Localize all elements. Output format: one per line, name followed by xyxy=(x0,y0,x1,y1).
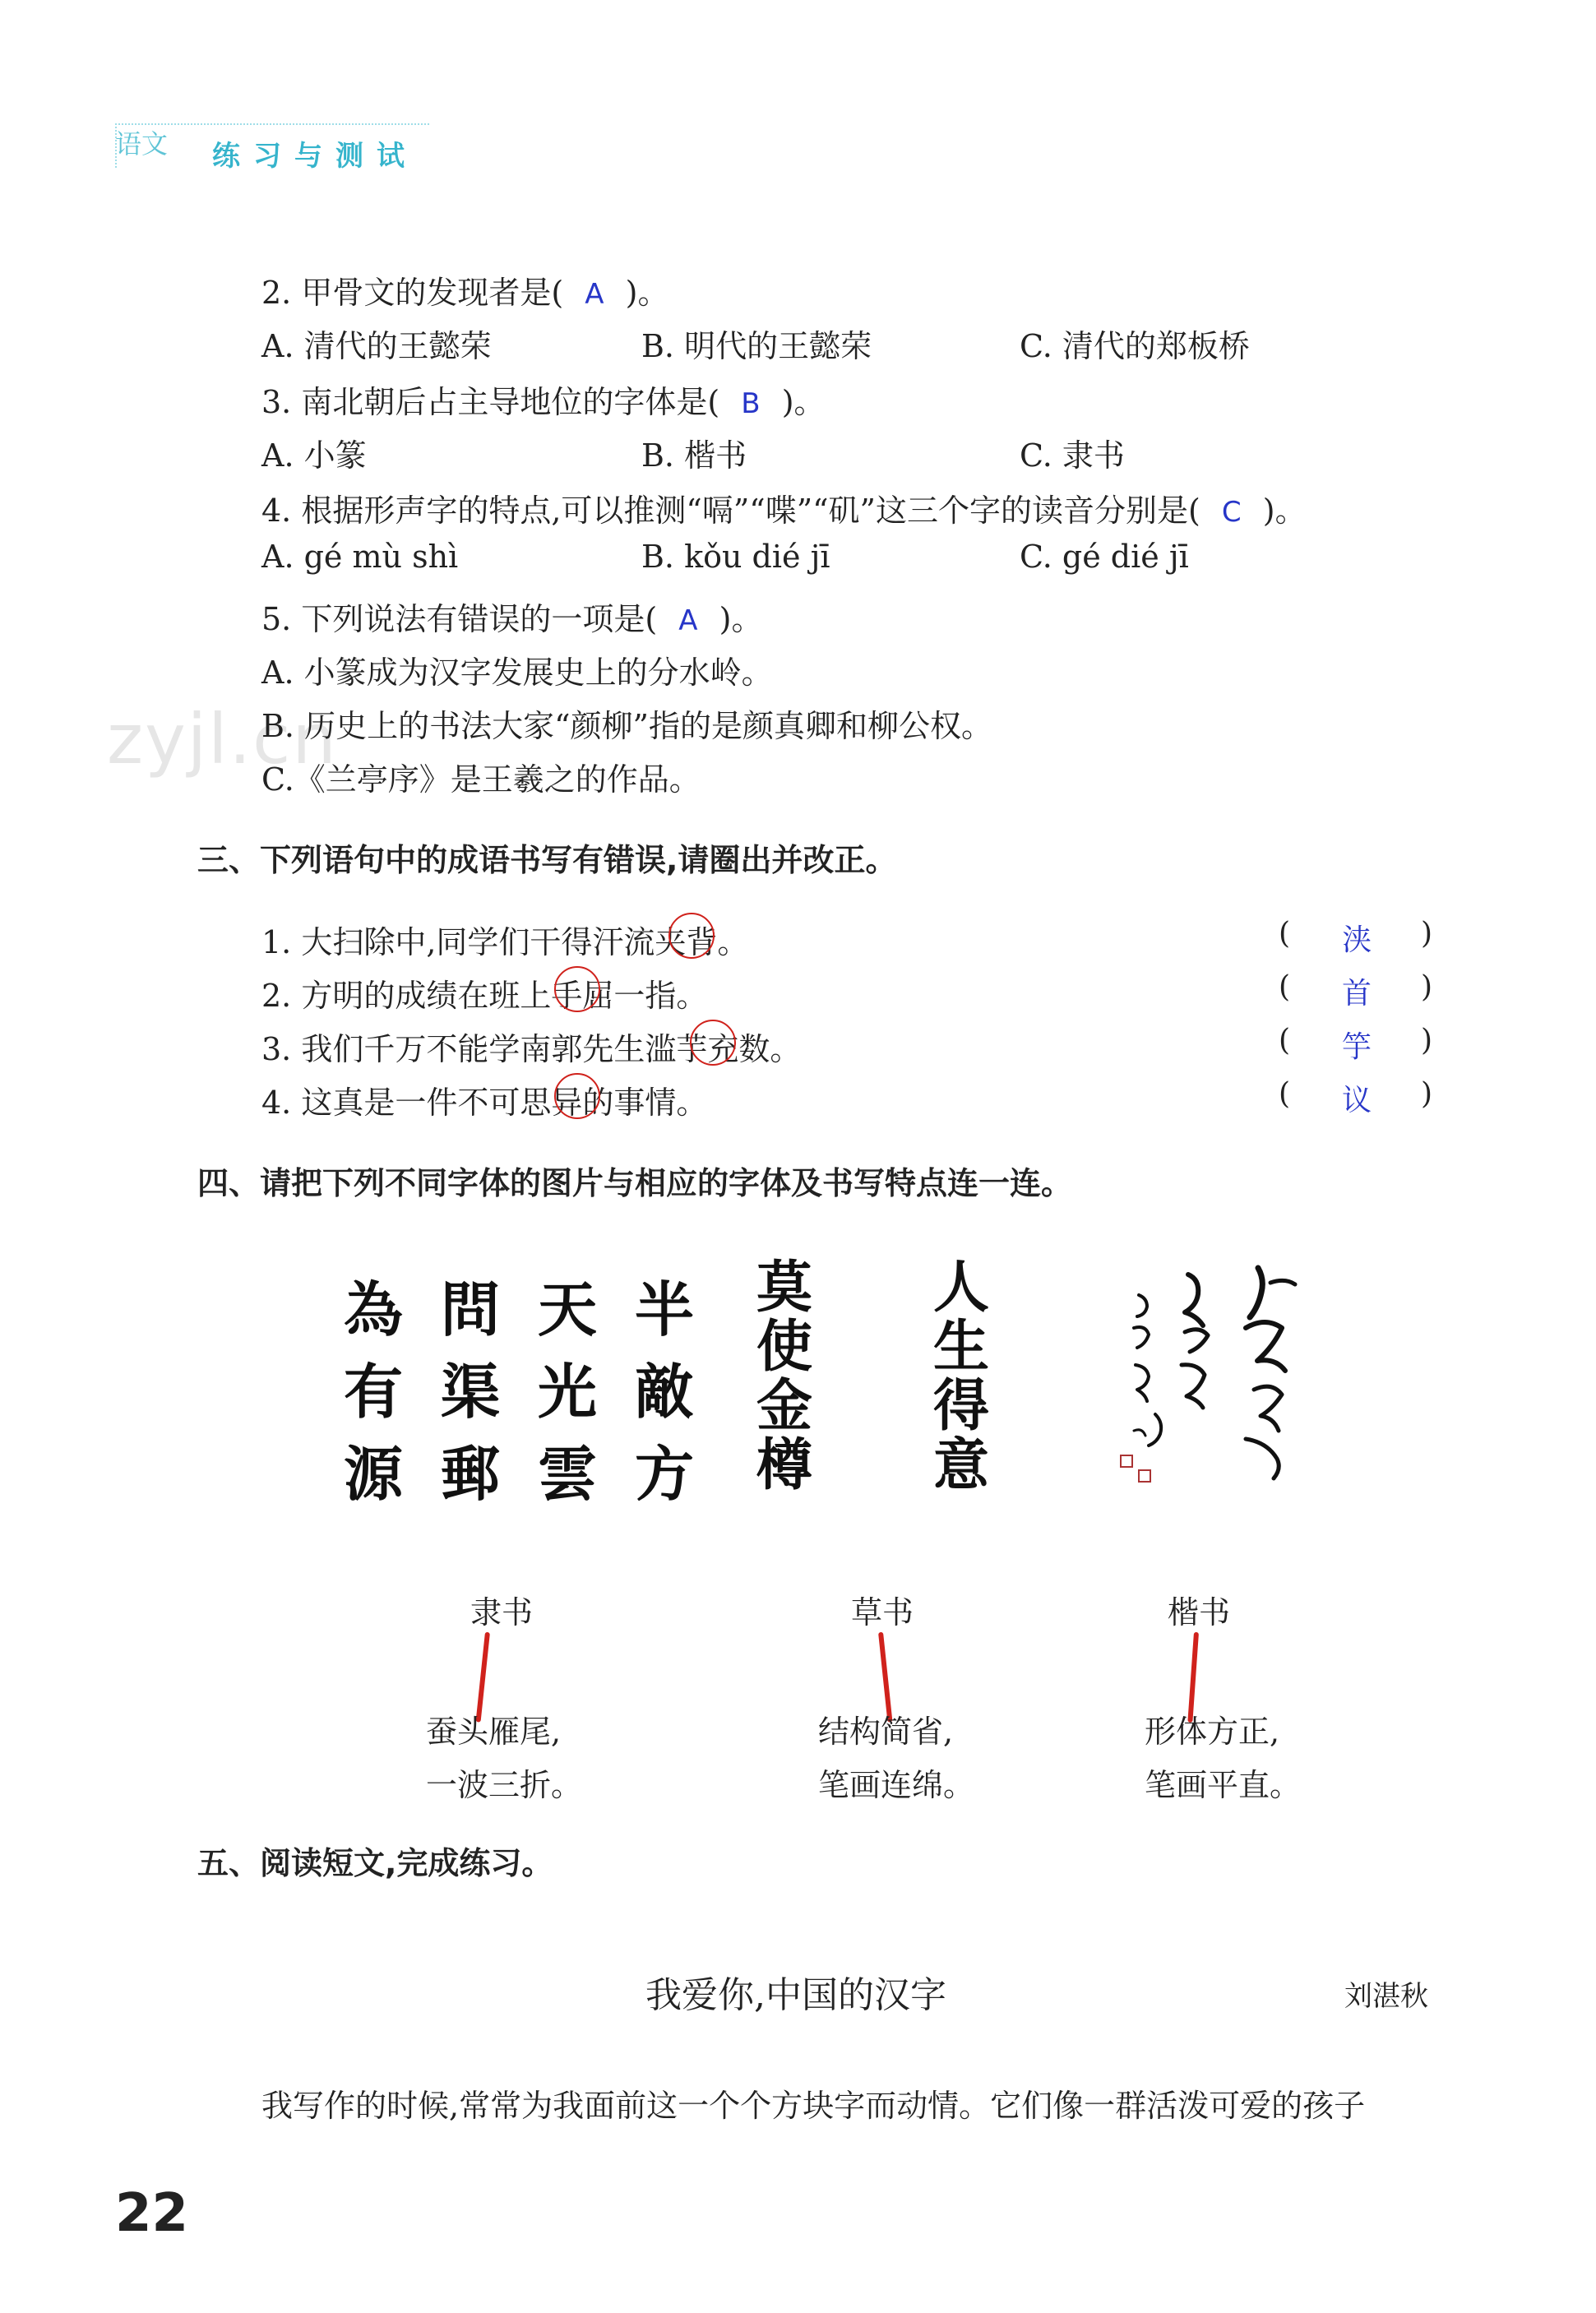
answer: A xyxy=(678,604,698,637)
idiom-item: 2. 方明的成绩在班上手屈一指。 xyxy=(261,978,708,1014)
option: C.《兰亭序》是王羲之的作品。 xyxy=(261,761,701,798)
section-3-title: 三、下列语句中的成语书写有错误,请圈出并改正。 xyxy=(197,842,897,878)
option: A. 小篆 xyxy=(261,437,367,474)
lishu-row: 源郵雲方 xyxy=(344,1439,733,1509)
error-circle xyxy=(554,966,600,1012)
option: B. kǒu dié jī xyxy=(641,539,830,575)
question-close: )。 xyxy=(781,384,826,420)
section-4-title: 四、请把下列不同字体的图片与相应的字体及书写特点连一连。 xyxy=(197,1165,1073,1201)
paren-close: ) xyxy=(1421,1024,1433,1057)
option: A. 小篆成为汉字发展史上的分水岭。 xyxy=(261,655,773,691)
correction: 浃 xyxy=(1342,923,1372,957)
header-subject: 语文 xyxy=(115,128,169,160)
question-5 xyxy=(261,594,762,639)
font-label-caoshu: 草书 xyxy=(851,1594,914,1631)
essay-author: 刘湛秋 xyxy=(1344,1980,1428,2013)
feature-text: 形体方正, xyxy=(1145,1714,1280,1750)
option: C. 清代的郑板桥 xyxy=(1020,328,1250,364)
correction: 议 xyxy=(1342,1084,1372,1117)
question-close: )。 xyxy=(625,275,669,311)
error-circle xyxy=(690,1020,736,1066)
correction: 竽 xyxy=(1342,1030,1372,1064)
paren-open: ( xyxy=(1279,1077,1291,1111)
section-5-title: 五、阅读短文,完成练习。 xyxy=(197,1845,553,1881)
header-title: 练习与测试 xyxy=(212,140,418,173)
option: C. 隶书 xyxy=(1020,437,1125,474)
feature-text: 笔画平直。 xyxy=(1145,1767,1302,1803)
answer: B xyxy=(741,387,761,420)
essay-title: 我爱你,中国的汉字 xyxy=(645,1974,946,2016)
lishu-row: 有渠光敵 xyxy=(344,1357,733,1427)
question-stem: 4. 根据形声字的特点,可以推测“嗝”“喋”“矶”这三个字的读音分别是( xyxy=(261,493,1200,529)
answer: C xyxy=(1221,496,1242,529)
caoshu-calligraphy-image xyxy=(1106,1250,1303,1497)
question-close: )。 xyxy=(719,601,763,637)
option: A. gé mù shì xyxy=(261,539,459,575)
feature-text: 蚕头雁尾, xyxy=(426,1714,562,1750)
error-circle xyxy=(554,1073,600,1119)
question-2 xyxy=(261,267,668,312)
question-close: )。 xyxy=(1262,493,1307,529)
paren-open: ( xyxy=(1279,970,1291,1004)
question-stem: 5. 下列说法有错误的一项是( xyxy=(261,601,658,637)
question-stem: 2. 甲骨文的发现者是( xyxy=(261,275,564,311)
option: A. 清代的王懿荣 xyxy=(261,328,492,364)
essay-first-line: 我写作的时候,常常为我面前这一个个方块字而动情。它们像一群活泼可爱的孩子 xyxy=(261,2088,1366,2124)
paren-open: ( xyxy=(1279,1024,1291,1057)
question-4 xyxy=(261,485,1307,530)
feature-text: 笔画连绵。 xyxy=(818,1767,975,1803)
lishu-row: 為問天半 xyxy=(344,1274,733,1344)
question-3 xyxy=(261,377,826,422)
option: C. gé dié jī xyxy=(1020,539,1189,575)
font-label-lishu: 隶书 xyxy=(470,1594,534,1631)
option: B. 明代的王懿荣 xyxy=(641,328,872,364)
option: B. 楷书 xyxy=(641,437,747,474)
feature-text: 结构简省, xyxy=(818,1714,954,1750)
kaishu-column: 人生得意 xyxy=(933,1255,990,1498)
paren-close: ) xyxy=(1421,970,1433,1004)
idiom-item: 1. 大扫除中,同学们干得汗流夹背。 xyxy=(261,924,749,960)
idiom-item: 4. 这真是一件不可思异的事情。 xyxy=(261,1085,708,1121)
answer: A xyxy=(585,278,604,311)
paren-open: ( xyxy=(1279,917,1291,951)
paren-close: ) xyxy=(1421,1077,1433,1111)
correction: 首 xyxy=(1342,977,1372,1011)
kaishu-column: 莫使金樽 xyxy=(756,1255,813,1498)
feature-text: 一波三折。 xyxy=(426,1767,583,1803)
page-number: 22 xyxy=(115,2183,189,2244)
idiom-item: 3. 我们千万不能学南郭先生滥芋充数。 xyxy=(261,1031,802,1067)
error-circle xyxy=(668,913,715,959)
font-label-kaishu: 楷书 xyxy=(1168,1594,1231,1631)
watermark: zyjl.cn xyxy=(107,699,338,779)
question-stem: 3. 南北朝后占主导地位的字体是( xyxy=(261,384,720,420)
option: B. 历史上的书法大家“颜柳”指的是颜真卿和柳公权。 xyxy=(261,708,992,744)
paren-close: ) xyxy=(1421,917,1433,951)
